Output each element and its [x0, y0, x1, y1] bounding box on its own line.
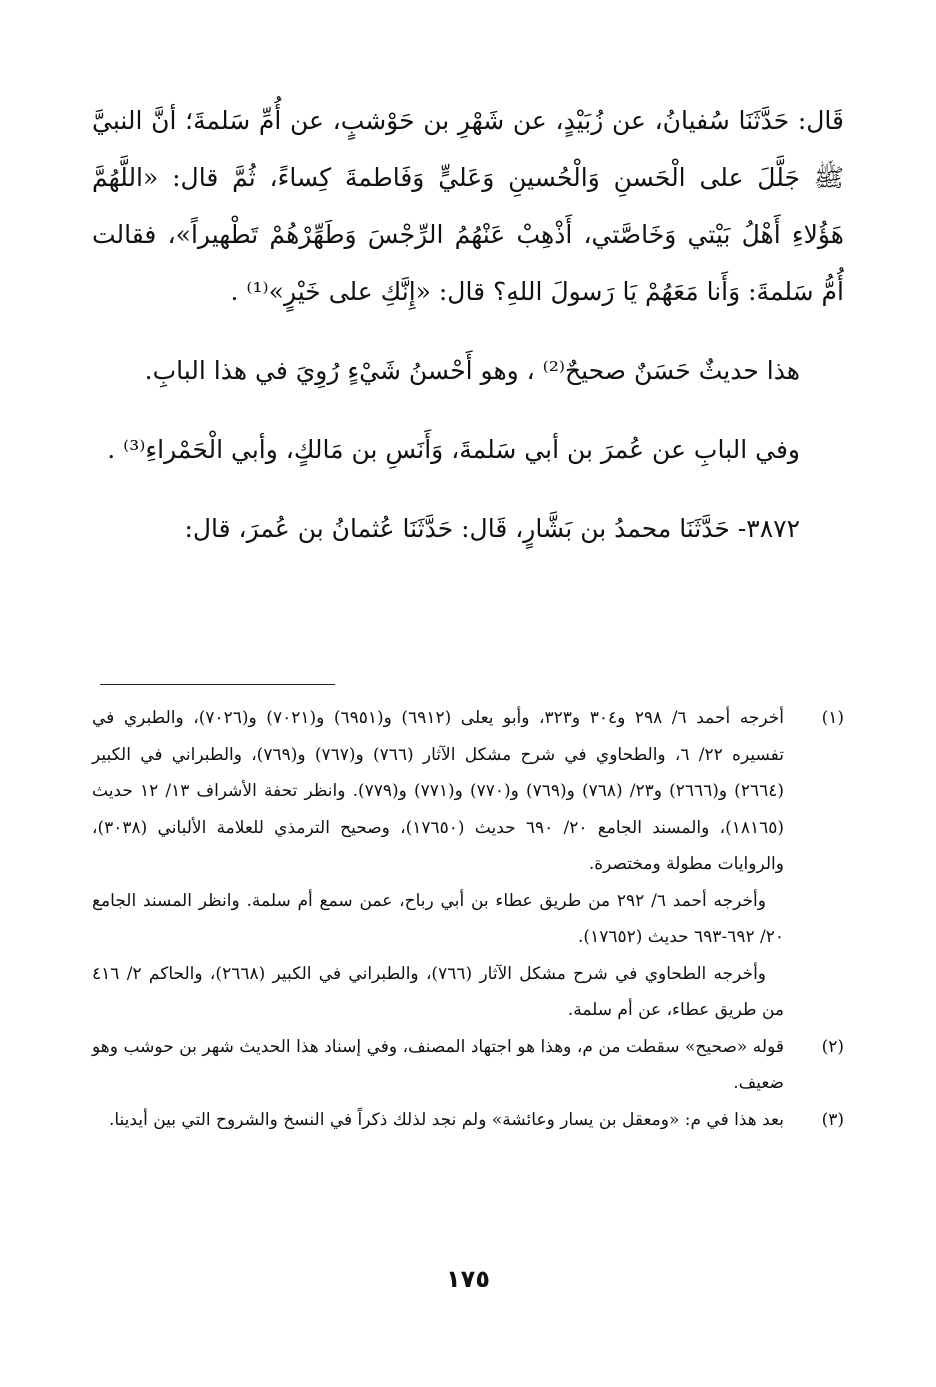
chapter-paragraph: وفي البابِ عن عُمرَ بن أبي سَلمةَ، وَأَنَسِ بن مَالكٍ، وأبي الْحَمْراءِ⁽³⁾ . — [107, 435, 800, 464]
footnote-number: (٢) — [821, 1036, 844, 1057]
footnote-1 — [92, 700, 844, 883]
footnote-3 — [92, 1102, 844, 1139]
footnote-text: قوله «صحيح» سقطت من م، وهذا هو اجتهاد المصنف، وفي إسناد هذا الحديث شهر بن حوشب وهو ضعيف. — [92, 1036, 784, 1093]
footnote-2 — [92, 1029, 844, 1102]
hadith-3872-paragraph: ٣٨٧٢- حَدَّثَنَا محمدُ بن بَشَّارٍ، قَال: حَدَّثَنَا عُثمانُ بن عُمرَ، قال: — [184, 514, 800, 543]
footnotes — [92, 700, 844, 1138]
grading-paragraph: هذا حديثٌ حَسَنٌ صحيحٌ⁽²⁾ ، وهو أَحْسنُ شَيْءٍ رُوِيَ في هذا البابِ. — [144, 356, 800, 385]
footnote-number: (١) — [821, 708, 844, 728]
footnote-separator — [100, 684, 335, 685]
footnote-1-continuation: وأخرجه الطحاوي في شرح مشكل الآثار (٧٦٦)، والطبراني في الكبير (٢٦٦٨)، والحاكم ٢/ ٤١٦ من طريق عطاء، عن أم سلمة. — [92, 963, 784, 1020]
hadith-paragraph: قَال: حَدَّثَنَا سُفيانُ، عن زُبَيْدٍ، عن شَهْرِ بن حَوْشبٍ، عن أُمِّ سَلمةَ؛ أنَّ النبيَّ ﷺ جَلَّلَ على الْحَسنِ وَالْحُسينِ وَعَليٍّ وَفَاطمةَ كِساءً، ثُمَّ قال: «اللَّهُمَّ هَؤُلاءِ أَهْلُ بَيْتي وَخَاصَّتي، أَذْهِبْ عَنْهُمُ الرِّجْسَ وَطَهِّرْهُمْ تَطْهيراً»، فقالت أُمُّ سَلمةَ: وَأَنا مَعَهُمْ يَا رَسولَ اللهِ؟ قال: «إِنَّكِ على خَيْرٍ»⁽¹⁾ . — [92, 106, 844, 306]
main-text — [92, 92, 844, 579]
page-number: ١٧٥ — [446, 1265, 490, 1293]
footnote-text: بعد هذا في م: «ومعقل بن يسار وعائشة» ولم نجد لذلك ذكراً في النسخ والشروح التي بين أيدينا. — [108, 1109, 784, 1130]
footnote-text: أخرجه أحمد ٦/ ٢٩٨ و٣٠٤ و٣٢٣، وأبو يعلى (٦٩١٢) و(٦٩٥١) و(٧٠٢١) و(٧٠٢٦)، والطبري في تفسيره ٢٢/ ٦، والطحاوي في شرح مشكل الآثار (٧٦٦) و(٧٦٧) و(٧٦٩)، والطبراني في الكبير (٢٦٦٤) و(٢٦٦٦) و٢٣/ (٧٦٨) و(٧٦٩) و(٧٧٠) و(٧٧١) و(٧٧٩). وانظر تحفة الأشراف ١٣/ ١٢ حديث (١٨١٦٥)، والمسند الجامع ٢٠/ ٦٩٠ حديث (١٧٦٥٠)، وصحيح الترمذي للعلامة الألباني (٣٠٣٨)، والروايات مطولة ومختصرة. — [92, 708, 785, 874]
footnote-number: (٣) — [821, 1109, 844, 1130]
footnote-1-continuation: وأخرجه أحمد ٦/ ٢٩٢ من طريق عطاء بن أبي رباح، عمن سمع أم سلمة. وانظر المسند الجامع ٢٠/ ٦٩٢-٦٩٣ حديث (١٧٦٥٢). — [92, 890, 784, 947]
